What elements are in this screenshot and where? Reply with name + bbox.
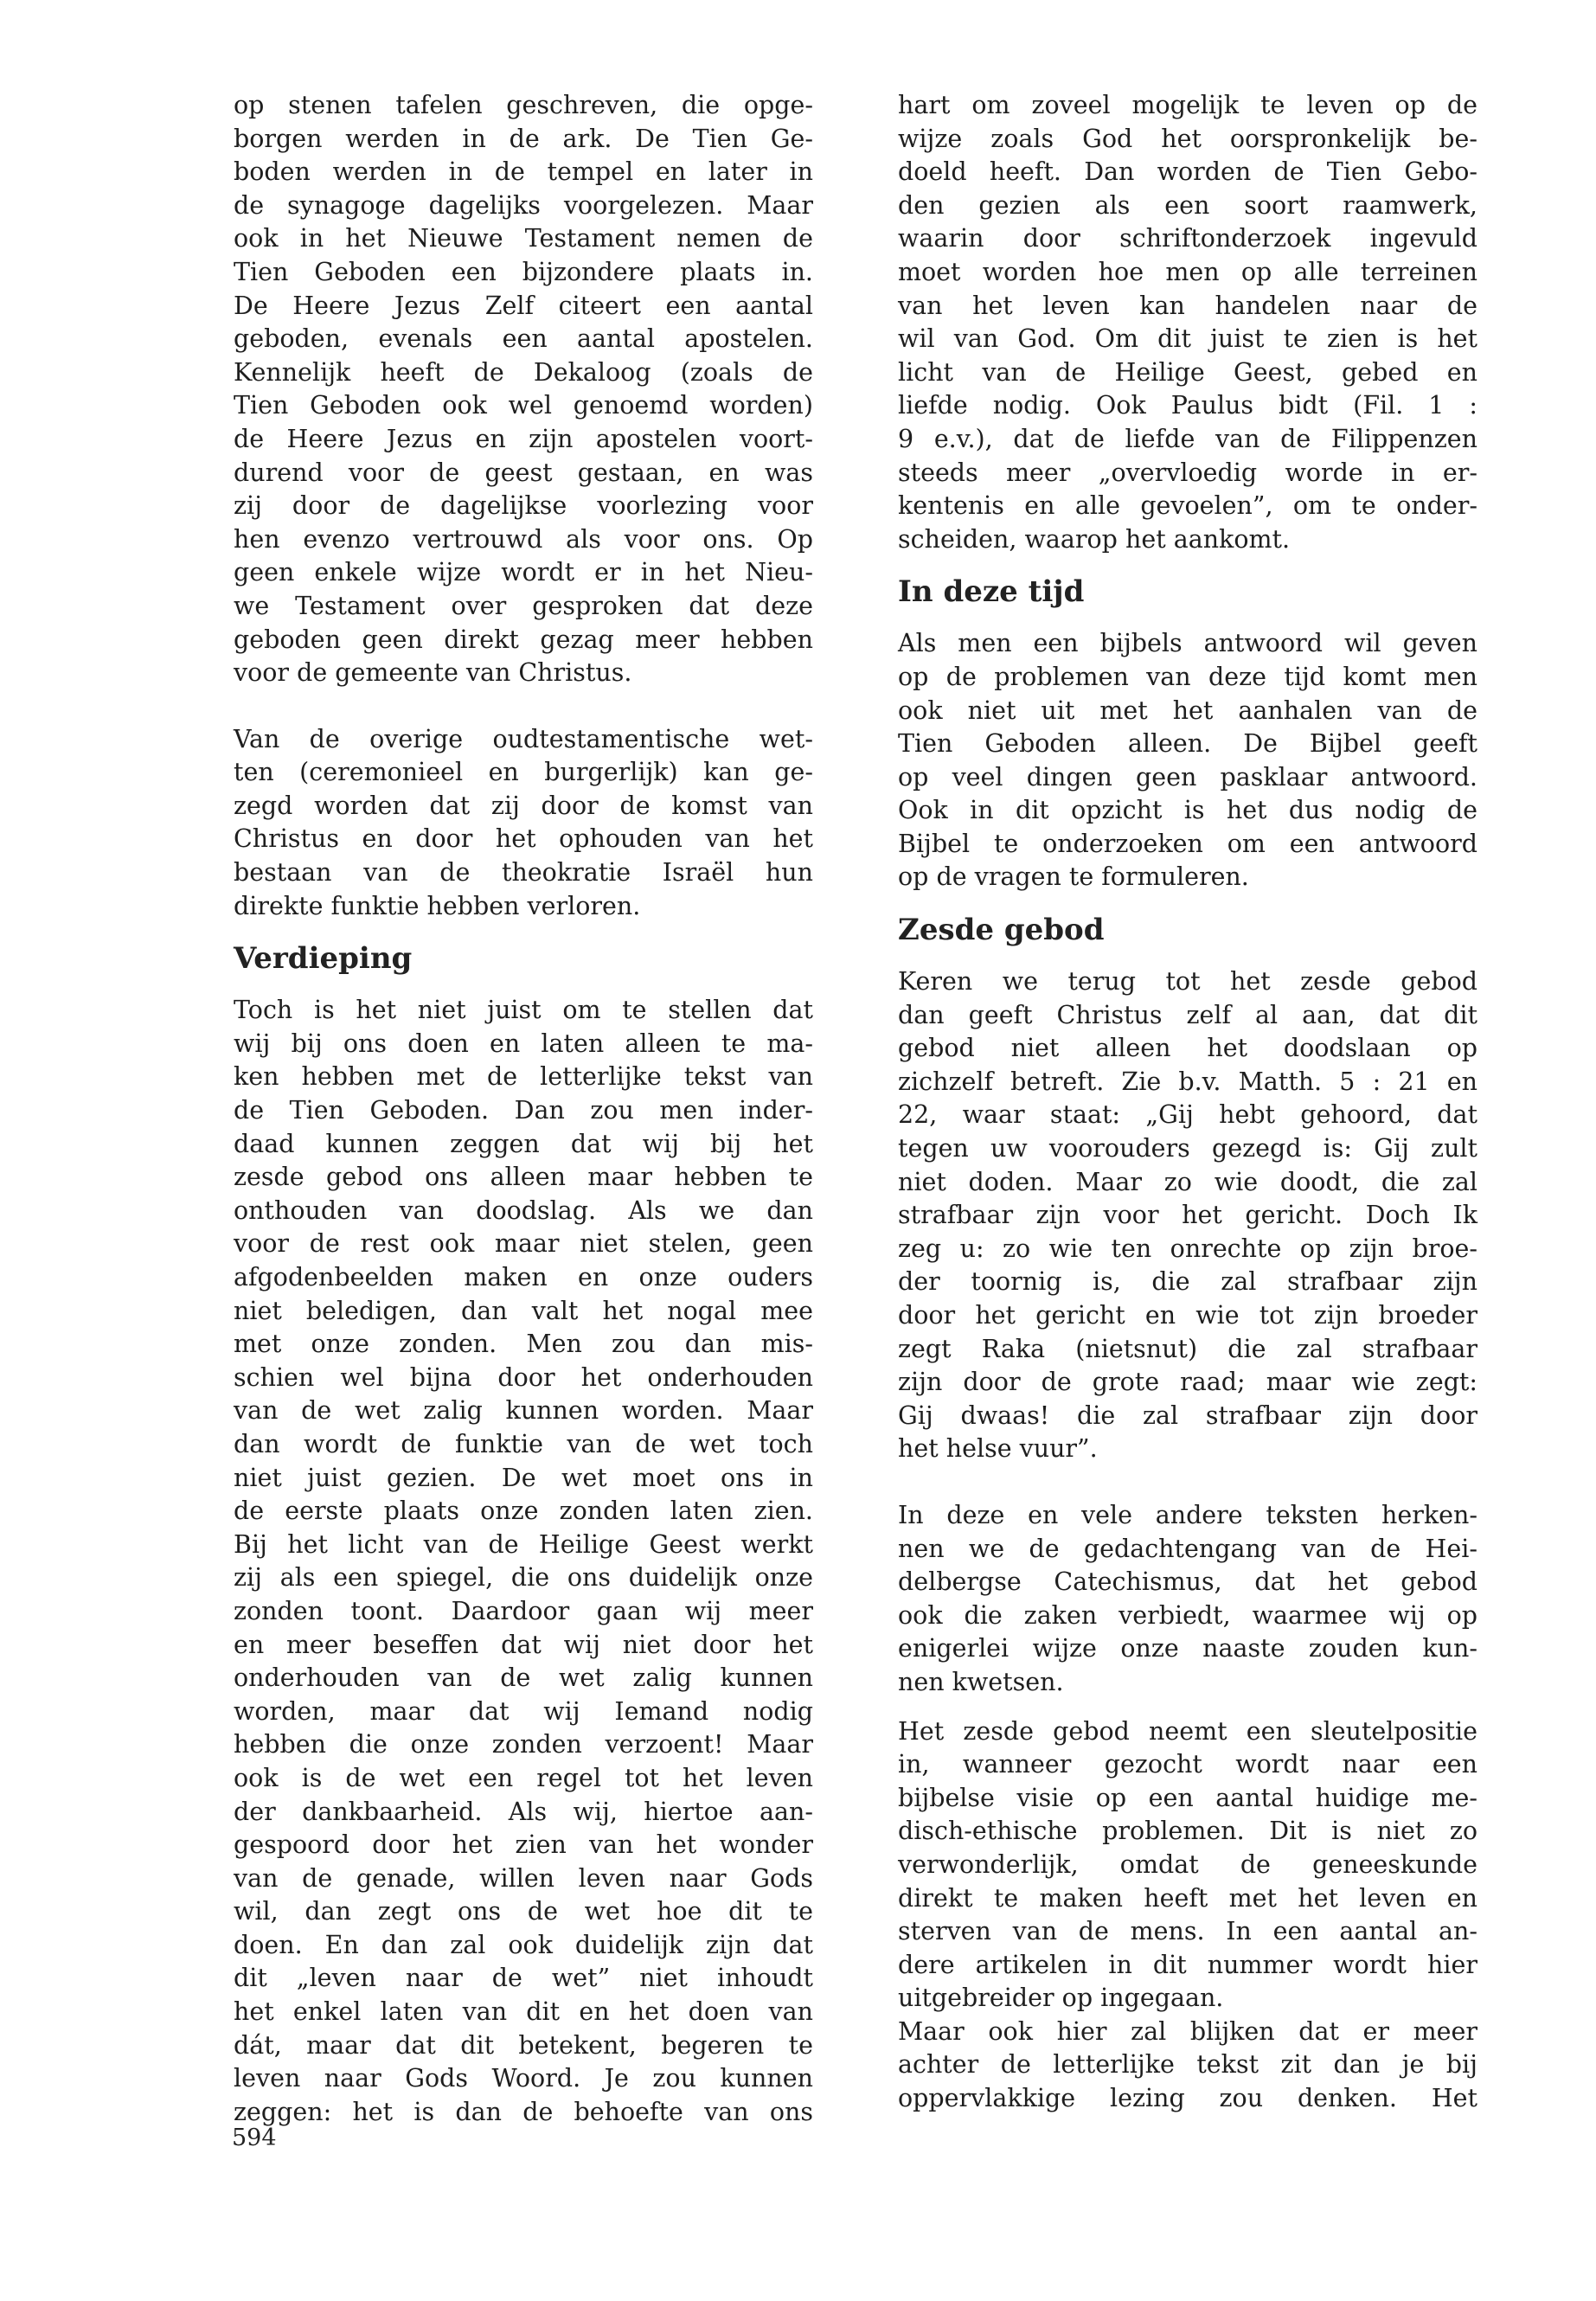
text-line: wil, dan zegt ons de wet hoe dit te <box>234 1897 813 1926</box>
text-line: voor de gemeente van Christus. <box>234 658 632 688</box>
right-column <box>898 89 1477 2116</box>
text-line: op de vragen te formuleren. <box>898 862 1249 892</box>
text-line: zijn door de grote raad; maar wie zegt: <box>898 1368 1477 1397</box>
text-line: voor de rest ook maar niet stelen, geen <box>234 1229 813 1259</box>
text-line: in, wanneer gezocht wordt naar een <box>898 1750 1477 1779</box>
text-line: zij door de dagelijkse voorlezing voor <box>234 491 813 521</box>
text-line: bestaan van de theokratie Israël hun <box>234 858 813 888</box>
text-line: geboden, evenals een aantal apostelen. <box>234 324 813 354</box>
text-line: van de genade, willen leven naar Gods <box>234 1863 813 1893</box>
text-line: gebod niet alleen het doodslaan op <box>898 1034 1477 1063</box>
paragraph <box>234 994 813 2129</box>
text-line: direkt te maken heeft met het leven en <box>898 1883 1477 1913</box>
section-heading-verdieping: Verdieping <box>234 941 413 977</box>
text-line: niet juist gezien. De wet moet ons in <box>234 1463 813 1492</box>
text-line: onthouden van doodslag. Als we dan <box>234 1195 813 1225</box>
text-line: waarin door schriftonderzoek ingevuld <box>898 224 1477 253</box>
text-line: op de problemen van deze tijd komt men <box>898 662 1477 691</box>
text-line: afgodenbeelden maken en onze ouders <box>234 1263 813 1292</box>
text-line: Bij het licht van de Heilige Geest werkt <box>234 1529 813 1559</box>
text-line: de Tien Geboden. Dan zou men inder- <box>234 1096 813 1125</box>
text-line: strafbaar zijn voor het gericht. Doch Ik <box>898 1201 1477 1230</box>
text-line: de synagoge dagelijks voorgelezen. Maar <box>234 190 813 220</box>
text-line: wij bij ons doen en laten alleen te ma- <box>234 1029 813 1058</box>
text-line: kentenis en alle gevoelen”, om te onder- <box>898 491 1477 521</box>
text-line: 22, waar staat: „Gij hebt gehoord, dat <box>898 1100 1477 1130</box>
text-line: onderhouden van de wet zalig kunnen <box>234 1663 813 1693</box>
text-line: hen evenzo vertrouwd als voor ons. Op <box>234 524 813 554</box>
paragraph <box>898 627 1477 894</box>
paragraph <box>234 89 813 690</box>
text-line: steeds meer „overvloedig worde in er- <box>898 458 1477 487</box>
text-line: zegt Raka (nietsnut) die zal strafbaar <box>898 1334 1477 1363</box>
text-line: In deze en vele andere teksten herken- <box>898 1500 1477 1529</box>
text-line: direkte funktie hebben verloren. <box>234 891 641 920</box>
text-line: moet worden hoe men op alle terreinen <box>898 257 1477 286</box>
text-line: liefde nodig. Ook Paulus bidt (Fil. 1 : <box>898 391 1477 420</box>
paragraph <box>898 2016 1477 2116</box>
paragraph <box>898 965 1477 1466</box>
text-line: zesde gebod ons alleen maar hebben te <box>234 1163 813 1192</box>
text-line: we Testament over gesproken dat deze <box>234 591 813 620</box>
text-line: daad kunnen zeggen dat wij bij het <box>234 1129 813 1158</box>
text-line: delbergse Catechismus, dat het gebod <box>898 1567 1477 1597</box>
text-line: tegen uw voorouders gezegd is: Gij zult <box>898 1134 1477 1163</box>
page-number: 594 <box>232 2125 277 2151</box>
text-line: 9 e.v.), dat de liefde van de Filippenzen <box>898 424 1477 453</box>
left-column <box>234 89 813 2129</box>
text-line: Bijbel te onderzoeken om een antwoord <box>898 829 1477 858</box>
text-line: Als men een bijbels antwoord wil geven <box>898 629 1477 658</box>
text-line: verwonderlijk, omdat de geneeskunde <box>898 1849 1477 1879</box>
text-line: Tien Geboden alleen. De Bijbel geeft <box>898 729 1477 759</box>
text-line: leven naar Gods Woord. Je zou kunnen <box>234 2064 813 2093</box>
text-line: Keren we terug tot het zesde gebod <box>898 967 1477 997</box>
text-line: De Heere Jezus Zelf citeert een aantal <box>234 291 813 320</box>
text-line: der toornig is, die zal strafbaar zijn <box>898 1267 1477 1297</box>
text-line: boden werden in de tempel en later in <box>234 157 813 187</box>
text-line: Ook in dit opzicht is het dus nodig de <box>898 796 1477 825</box>
text-line: worden, maar dat wij Iemand nodig <box>234 1696 813 1726</box>
paragraph <box>898 1499 1477 1700</box>
text-line: scheiden, waarop het aankomt. <box>898 524 1291 554</box>
text-line: Christus en door het ophouden van het <box>234 824 813 854</box>
text-line: het enkel laten van dit en het doen van <box>234 1997 813 2027</box>
text-line: ten (ceremonieel en burgerlijk) kan ge- <box>234 758 813 787</box>
text-line: ook die zaken verbiedt, waarmee wij op <box>898 1600 1477 1630</box>
text-line: hart om zoveel mogelijk te leven op de <box>898 91 1477 119</box>
text-line: ook is de wet een regel tot het leven <box>234 1763 813 1792</box>
text-line: en meer beseffen dat wij niet door het <box>234 1630 813 1659</box>
text-line: wijze zoals God het oorspronkelijk be- <box>898 124 1477 153</box>
text-line: geboden geen direkt gezag meer hebben <box>234 625 813 654</box>
text-line: durend voor de geest gestaan, en was <box>234 458 813 487</box>
text-line: der dankbaarheid. Als wij, hiertoe aan- <box>234 1797 813 1826</box>
text-line: zeggen: het is dan de behoefte van ons <box>234 2097 813 2126</box>
text-line: nen kwetsen. <box>898 1667 1064 1696</box>
text-line: dát, maar dat dit betekent, begeren te <box>234 2030 813 2060</box>
text-line: Kennelijk heeft de Dekaloog (zoals de <box>234 357 813 387</box>
text-line: uitgebreider op ingegaan. <box>898 1984 1224 2013</box>
text-line: doen. En dan zal ook duidelijk zijn dat <box>234 1930 813 1959</box>
text-line: sterven van de mens. In een aantal an- <box>898 1917 1477 1946</box>
text-line: wil van God. Om dit juist te zien is het <box>898 324 1477 354</box>
text-line: achter de letterlijke tekst zit dan je bij <box>898 2050 1477 2080</box>
text-line: Gij dwaas! die zal strafbaar zijn door <box>898 1400 1477 1430</box>
text-line: Het zesde gebod neemt een sleutelpositie <box>898 1716 1477 1746</box>
text-line: den gezien als een soort raamwerk, <box>898 190 1477 220</box>
text-line: dan wordt de funktie van de wet toch <box>234 1429 813 1458</box>
text-line: op stenen tafelen geschreven, die opge- <box>234 91 813 119</box>
paragraph <box>898 1715 1477 2016</box>
text-line: geen enkele wijze wordt er in het Nieu- <box>234 558 813 587</box>
text-line: disch-ethische problemen. Dit is niet zo <box>898 1817 1477 1846</box>
section-heading-in-deze-tijd: In deze tijd <box>898 574 1085 610</box>
text-line: zichzelf betreft. Zie b.v. Matth. 5 : 21 en <box>898 1067 1477 1096</box>
text-line: borgen werden in de ark. De Tien Ge- <box>234 124 813 153</box>
text-line: dere artikelen in dit nummer wordt hier <box>898 1950 1477 1979</box>
paragraph <box>898 89 1477 556</box>
text-line: gespoord door het zien van het wonder <box>234 1830 813 1860</box>
text-line: hebben die onze zonden verzoent! Maar <box>234 1730 813 1759</box>
text-line: dit „leven naar de wet” niet inhoudt <box>234 1964 813 1993</box>
text-line: ook niet uit met het aanhalen van de <box>898 695 1477 725</box>
section-heading-zesde-gebod: Zesde gebod <box>898 913 1105 948</box>
text-line: met onze zonden. Men zou dan mis- <box>234 1330 813 1359</box>
text-line: dan geeft Christus zelf al aan, dat dit <box>898 1000 1477 1029</box>
paragraph <box>234 723 813 924</box>
text-line: doeld heeft. Dan worden de Tien Gebo- <box>898 157 1477 187</box>
text-line: Tien Geboden ook wel genoemd worden) <box>234 391 813 420</box>
text-line: enigerlei wijze onze naaste zouden kun- <box>898 1634 1477 1663</box>
text-line: de Heere Jezus en zijn apostelen voort- <box>234 424 813 453</box>
text-line: ook in het Nieuwe Testament nemen de <box>234 224 813 253</box>
text-line: licht van de Heilige Geest, gebed en <box>898 357 1477 387</box>
text-line: het helse vuur”. <box>898 1434 1098 1464</box>
text-line: van de wet zalig kunnen worden. Maar <box>234 1396 813 1426</box>
text-line: schien wel bijna door het onderhouden <box>234 1362 813 1392</box>
text-line: op veel dingen geen pasklaar antwoord. <box>898 762 1477 792</box>
text-line: Maar ook hier zal blijken dat er meer <box>898 2016 1477 2046</box>
text-line: door het gericht en wie tot zijn broeder <box>898 1301 1477 1330</box>
text-line: van het leven kan handelen naar de <box>898 291 1477 320</box>
text-line: ken hebben met de letterlijke tekst van <box>234 1062 813 1092</box>
text-line: Tien Geboden een bijzondere plaats in. <box>234 257 813 286</box>
text-line: zij als een spiegel, die ons duidelijk onze <box>234 1563 813 1593</box>
text-line: oppervlakkige lezing zou denken. Het <box>898 2084 1477 2113</box>
text-line: zonden toont. Daardoor gaan wij meer <box>234 1596 813 1625</box>
text-line: niet doden. Maar zo wie doodt, die zal <box>898 1167 1477 1196</box>
text-line: niet beledigen, dan valt het nogal mee <box>234 1296 813 1325</box>
text-line: zegd worden dat zij door de komst van <box>234 791 813 820</box>
text-line: Toch is het niet juist om te stellen dat <box>234 996 813 1025</box>
text-line: nen we de gedachtengang van de Hei- <box>898 1534 1477 1563</box>
text-line: zeg u: zo wie ten onrechte op zijn broe- <box>898 1234 1477 1263</box>
text-line: bijbelse visie op een aantal huidige me- <box>898 1783 1477 1812</box>
text-line: de eerste plaats onze zonden laten zien. <box>234 1497 813 1526</box>
text-line: Van de overige oudtestamentische wet- <box>234 724 813 753</box>
